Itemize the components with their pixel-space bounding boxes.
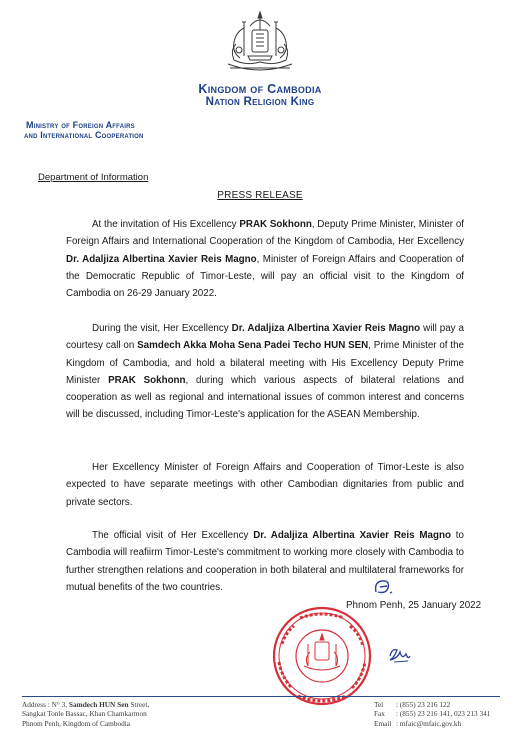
text-run: , Deputy Prime Minister, Minister of Foreign Affairs and International Cooperation of the Kingdom of Cambodia, Her Excellency [66, 219, 464, 248]
footer-address: Address : N° 3, Samdech HUN Sen Street, Sangkat Tonle Bassac, Khan Chamkarmon Phnom Penh, Kingdom of Cambodia [22, 700, 150, 728]
paragraph [66, 459, 464, 511]
text-run: During the visit, Her Excellency [92, 323, 232, 334]
text-run: At the invitation of His Excellency [92, 219, 240, 230]
bold-name-run: Dr. Adaljiza Albertina Xavier Reis Magno [66, 253, 257, 265]
dateline: Phnom Penh, 25 January 2022 [346, 600, 482, 611]
text-run: , Minister of Foreign Affairs and Cooperation of the Democratic Republic of Timor-Leste, will pay an official visit to the Kingdom of Cambodia on 26-29 January 2022. [66, 253, 464, 300]
text-run: The official visit of Her Excellency [92, 530, 254, 541]
royal-arms-of-cambodia-icon [222, 10, 298, 76]
kingdom-title: Kingdom of Cambodia [198, 82, 322, 96]
footer-divider [22, 696, 500, 697]
paragraph [66, 527, 464, 596]
ministry-name-line2: and International Cooperation [24, 130, 144, 140]
text-run: will pay a courtesy call on [66, 323, 464, 352]
ministry-seal-icon [264, 604, 380, 708]
signature-icon [386, 644, 414, 666]
national-motto: Nation Religion King [205, 96, 315, 108]
footer-tel: Tel : (855) 23 216 122 [374, 700, 451, 709]
bold-name-run: Samdech Akka Moha Sena Padei Techo HUN SEN [137, 340, 369, 352]
department-label: Department of Information [38, 172, 149, 183]
document-title: PRESS RELEASE [217, 190, 303, 201]
text-run: , Prime Minister of the Kingdom of Cambodia, and hold a bilateral meeting with His Excellency Deputy Prime Minister [66, 340, 464, 386]
text-run: Her Excellency Minister of Foreign Affairs and Cooperation of Timor-Leste is also expected to have separate meetings with other Cambodian dignitaries from public and private sectors. [66, 462, 464, 508]
handwritten-initial-icon [372, 578, 396, 596]
paragraph [66, 320, 464, 424]
text-run: , during which various aspects of bilateral relations and cooperation as well as regional and international issues of common interest and concerns will be discussed, including Timor-Leste's application for the ASEAN Membership. [66, 374, 464, 421]
ministry-name: Ministry of Foreign Affairs [26, 120, 135, 130]
text-run: to Cambodia will reafiirm Timor-Leste's commitment to working more closely with Cambodia to further strengthen relations and cooperation in both bilateral and multilateral frameworks for mutual benefits of the two countries. [66, 530, 464, 593]
bold-name-run: PRAK Sokhonn [239, 219, 312, 230]
footer-contact [374, 700, 490, 728]
bold-name-run: Dr. Adaljiza Albertina Xavier Reis Magno [253, 530, 451, 541]
footer-email: Email : mfaic@mfaic.gov.kh [374, 718, 462, 728]
footer-fax: Fax : (855) 23 216 141, 023 213 341 [374, 709, 491, 719]
bold-name-run: Dr. Adaljiza Albertina Xavier Reis Magno [231, 323, 421, 334]
bold-name-run: PRAK Sokhonn [108, 374, 186, 386]
paragraph [66, 216, 464, 302]
